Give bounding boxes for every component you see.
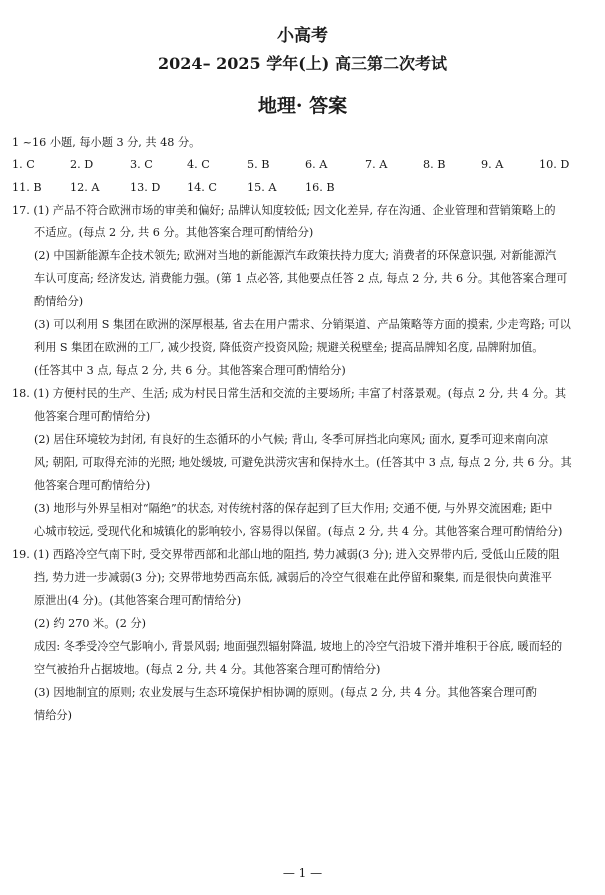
q18-part2-line2: 风; 朝阳, 可取得充沛的光照; 地处缓坡, 可避免洪涝灾害和保持水土。(任答其中 3 点, 每点 2 分, 共 6 分。其 bbox=[34, 456, 572, 469]
choice-answer: 11. B bbox=[12, 181, 42, 194]
choice-answer: 3. C bbox=[130, 158, 153, 171]
choice-answer: 14. C bbox=[187, 181, 217, 194]
choice-answer: 16. B bbox=[305, 181, 335, 194]
q19-part3-line1: (3) 因地制宜的原则; 农业发展与生态环境保护相协调的原则。(每点 2 分, 共 4 分。其他答案合理可酌 bbox=[34, 686, 537, 699]
q19-part3-line2: 情给分) bbox=[34, 709, 72, 722]
q18-part3-line1: (3) 地形与外界呈相对“隔绝”的状态, 对传统村落的保存起到了巨大作用; 交通不便, 与外界交流困难; 距中 bbox=[34, 502, 553, 515]
q19-part1-line2: 挡, 势力进一步减弱(3 分); 交界带地势西高东低, 减弱后的冷空气很难在此停留和聚集, 而是很快向黄淮平 bbox=[34, 571, 552, 584]
q18-part1-line2: 他答案合理可酌情给分) bbox=[34, 410, 151, 423]
choice-answer: 5. B bbox=[247, 158, 270, 171]
choice-answer: 7. A bbox=[365, 158, 388, 171]
choice-intro: 1 ~16 小题, 每小题 3 分, 共 48 分。 bbox=[12, 136, 201, 149]
q17-part3-line2: 利用 S 集团在欧洲的工厂, 减少投资, 降低资产投资风险; 规避关税壁垒; 提高品牌知名度, 品牌附加值。 bbox=[34, 341, 544, 354]
choice-answer: 10. D bbox=[539, 158, 570, 171]
q17-part2-line2: 车认可度高; 经济发达, 消费能力强。(第 1 点必答, 其他要点任答 2 点, 每点 2 分, 共 6 分。其他答案合理可 bbox=[34, 272, 568, 285]
q18-part2-line1: (2) 居住环境较为封闭, 有良好的生态循环的小气候; 背山, 冬季可屏挡北向寒风; 面水, 夏季可迎来南向凉 bbox=[34, 433, 549, 446]
q19-part1-line3: 原泄出(4 分)。(其他答案合理可酌情给分) bbox=[34, 594, 242, 607]
q19-part2-line1: (2) 约 270 米。(2 分) bbox=[34, 617, 147, 630]
page-number: — 1 — bbox=[282, 866, 323, 880]
q18-part1-line1: 18. (1) 方便村民的生产、生活; 成为村民日常生活和交流的主要场所; 丰富了村落景观。(每点 2 分, 共 4 分。其 bbox=[12, 387, 567, 400]
subject-title: 地理· 答案 bbox=[257, 95, 348, 117]
q17-part2-line1: (2) 中国新能源车企技术领先; 欧洲对当地的新能源汽车政策扶持力度大; 消费者的环保意识强, 对新能源汽 bbox=[34, 249, 557, 262]
q17-part1-line1: 17. (1) 产品不符合欧洲市场的审美和偏好; 品牌认知度较低; 因文化差异, 存在沟通、企业管理和营销策略上的 bbox=[12, 204, 556, 217]
q17-part3-line1: (3) 可以利用 S 集团在欧洲的深厚根基, 省去在用户需求、分销渠道、产品策略等方面的摸索, 少走弯路; 可以 bbox=[34, 318, 571, 331]
exam-title: 2024– 2025 学年(上) 高三第二次考试 bbox=[158, 54, 447, 73]
q17-part1-line2: 不适应。(每点 2 分, 共 6 分。其他答案合理可酌情给分) bbox=[34, 226, 314, 239]
choice-answer: 12. A bbox=[70, 181, 100, 194]
q18-part2-line3: 他答案合理可酌情给分) bbox=[34, 479, 151, 492]
choice-answer: 2. D bbox=[70, 158, 94, 171]
q17-part3-line3: (任答其中 3 点, 每点 2 分, 共 6 分。其他答案合理可酌情给分) bbox=[34, 364, 346, 377]
choice-answer: 4. C bbox=[187, 158, 210, 171]
q17-part2-line3: 酌情给分) bbox=[34, 295, 84, 308]
brand-title: 小高考 bbox=[277, 26, 328, 46]
q18-part3-line2: 心城市较远, 受现代化和城镇化的影响较小, 容易得以保留。(每点 2 分, 共 4 分。其他答案合理可酌情给分) bbox=[34, 525, 563, 538]
q19-part2-line3: 空气被抬升占据坡地。(每点 2 分, 共 4 分。其他答案合理可酌情给分) bbox=[34, 663, 381, 676]
choice-answer: 8. B bbox=[423, 158, 446, 171]
q19-part1-line1: 19. (1) 西路冷空气南下时, 受交界带西部和北部山地的阻挡, 势力减弱(3 分); 进入交界带内后, 受低山丘陵的阻 bbox=[12, 548, 560, 561]
q19-part2-line2: 成因: 冬季受冷空气影响小, 背景风弱; 地面强烈辐射降温, 坡地上的冷空气沿坡下滑并堆积于谷底, 暖而轻的 bbox=[34, 640, 563, 653]
choice-answer: 6. A bbox=[305, 158, 328, 171]
choice-answer: 9. A bbox=[481, 158, 504, 171]
choice-answer: 15. A bbox=[247, 181, 277, 194]
choice-answer: 1. C bbox=[12, 158, 35, 171]
choice-answer: 13. D bbox=[130, 181, 161, 194]
